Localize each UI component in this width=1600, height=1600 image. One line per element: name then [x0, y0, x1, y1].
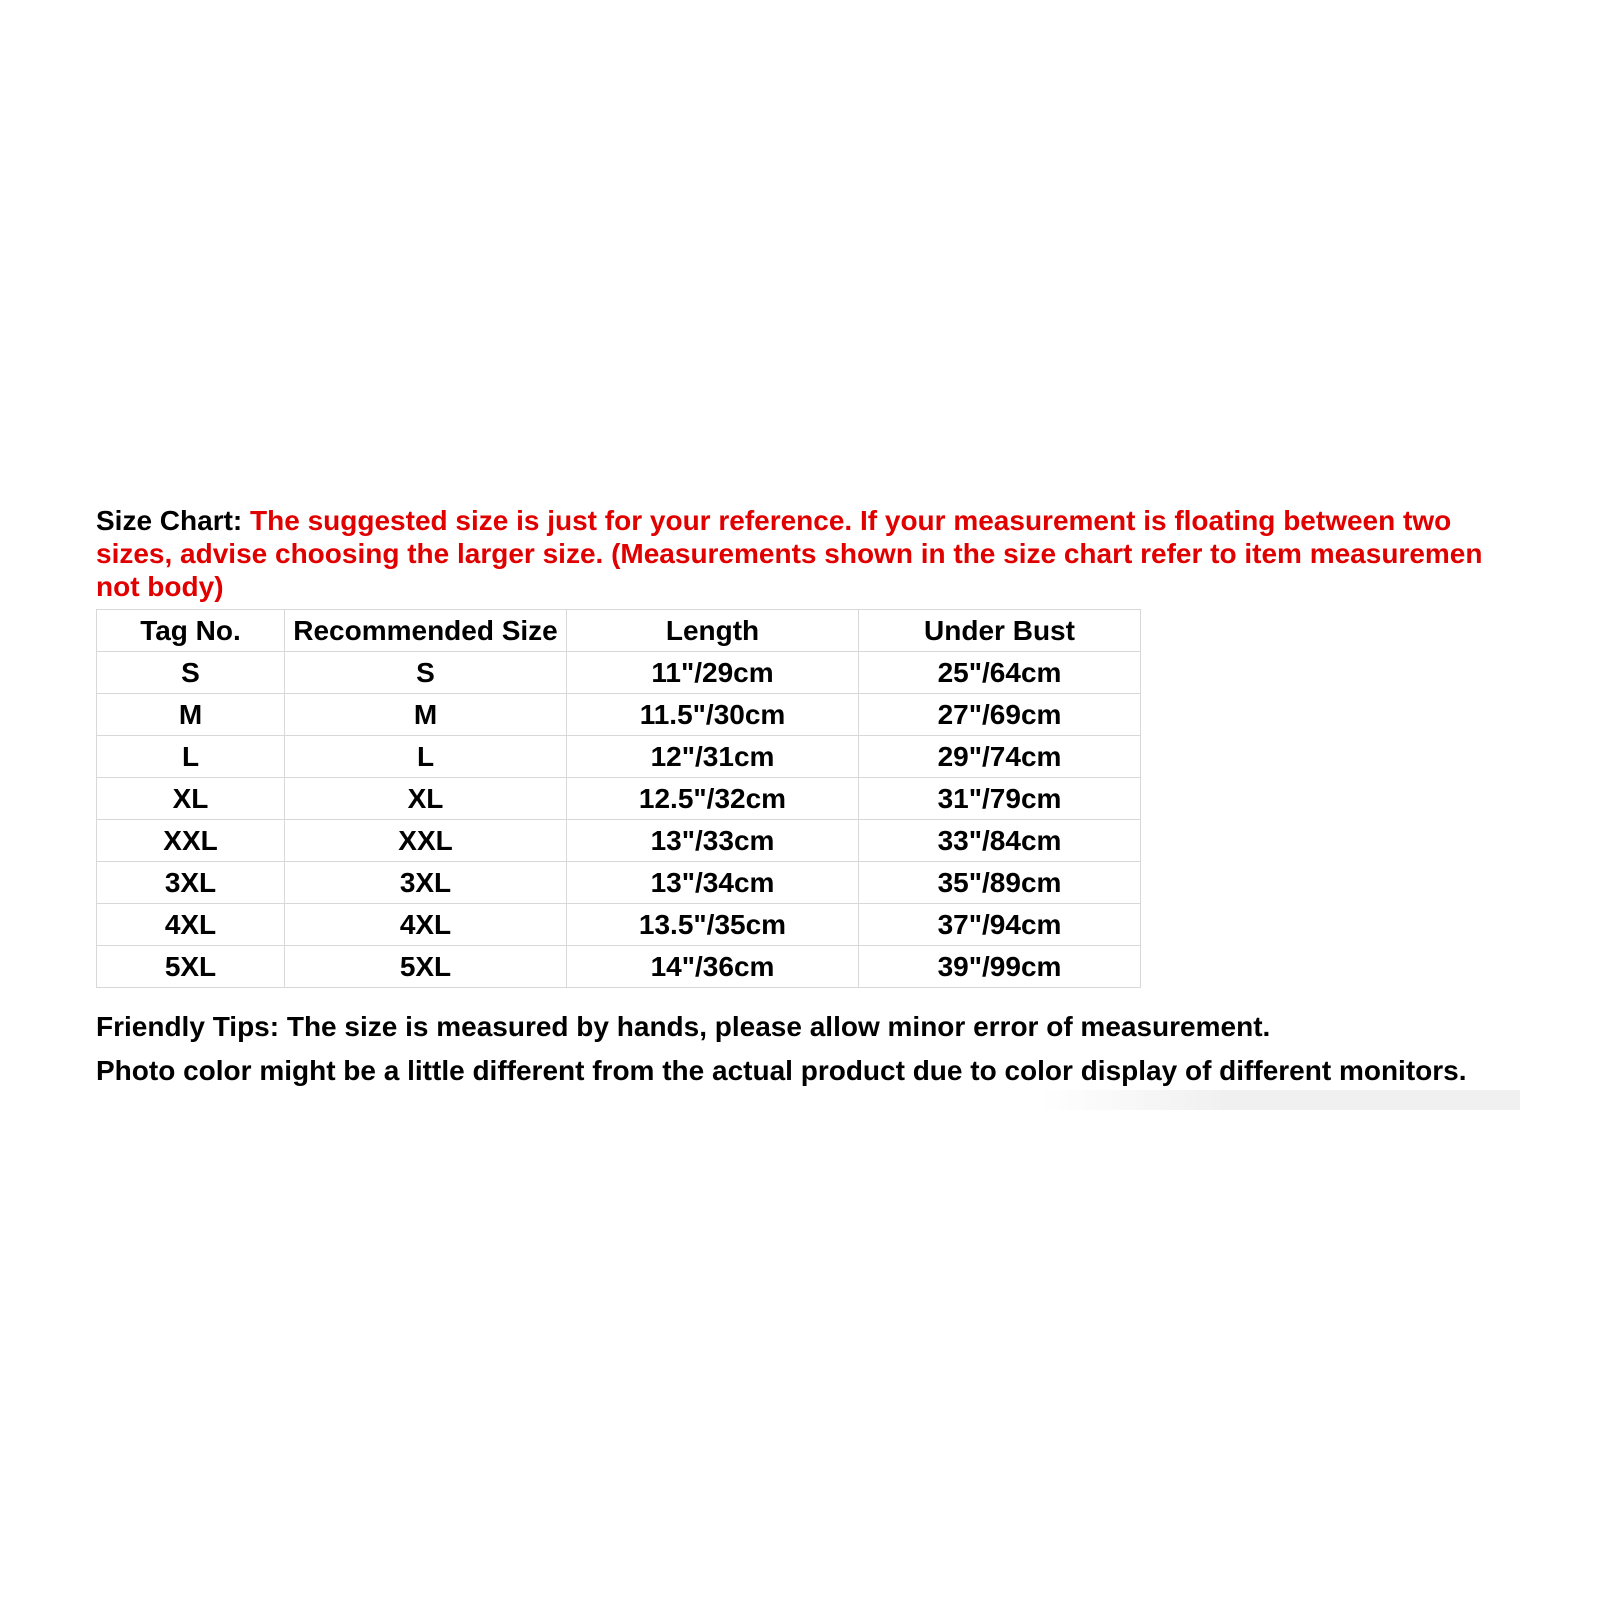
cell-recommended-size: XL [285, 778, 567, 820]
size-table [96, 609, 1141, 988]
notice-line-3: not body) [96, 571, 224, 602]
cell-length: 12.5"/32cm [567, 778, 859, 820]
cell-tag-no: 5XL [97, 946, 285, 988]
cell-length: 13"/34cm [567, 862, 859, 904]
cell-length: 11.5"/30cm [567, 694, 859, 736]
cell-recommended-size: 3XL [285, 862, 567, 904]
cell-length: 13.5"/35cm [567, 904, 859, 946]
cell-under-bust: 39"/99cm [859, 946, 1141, 988]
cell-under-bust: 37"/94cm [859, 904, 1141, 946]
cell-length: 12"/31cm [567, 736, 859, 778]
header-length: Length [567, 610, 859, 652]
cell-under-bust: 33"/84cm [859, 820, 1141, 862]
size-chart-notice [96, 504, 1520, 603]
cell-length: 11"/29cm [567, 652, 859, 694]
notice-line-1 [96, 504, 1520, 537]
cell-under-bust: 31"/79cm [859, 778, 1141, 820]
cell-under-bust: 29"/74cm [859, 736, 1141, 778]
cell-recommended-size: S [285, 652, 567, 694]
header-tag-no: Tag No. [97, 610, 285, 652]
cell-tag-no: 3XL [97, 862, 285, 904]
table-row [97, 694, 1141, 736]
tips-line-1: Friendly Tips: The size is measured by hands, please allow minor error of measurement. [96, 1011, 1271, 1042]
cell-recommended-size: 4XL [285, 904, 567, 946]
cell-tag-no: XXL [97, 820, 285, 862]
table-row [97, 946, 1141, 988]
cell-tag-no: M [97, 694, 285, 736]
cell-tag-no: S [97, 652, 285, 694]
table-row [97, 778, 1141, 820]
table-row [97, 904, 1141, 946]
header-recommended-size: Recommended Size [285, 610, 567, 652]
cell-recommended-size: M [285, 694, 567, 736]
cell-tag-no: 4XL [97, 904, 285, 946]
cell-recommended-size: L [285, 736, 567, 778]
notice-text-1: The suggested size is just for your reference. If your measurement is floating between two [250, 505, 1452, 536]
cell-length: 14"/36cm [567, 946, 859, 988]
table-row [97, 736, 1141, 778]
table-row [97, 820, 1141, 862]
bottom-fade-divider [1040, 1090, 1520, 1110]
cell-length: 13"/33cm [567, 820, 859, 862]
header-under-bust: Under Bust [859, 610, 1141, 652]
table-row [97, 862, 1141, 904]
size-chart-label: Size Chart: [96, 505, 251, 536]
cell-under-bust: 35"/89cm [859, 862, 1141, 904]
notice-line-2: sizes, advise choosing the larger size. (Measurements shown in the size chart refer to item measuremen [96, 538, 1483, 569]
cell-under-bust: 25"/64cm [859, 652, 1141, 694]
table-header-row [97, 610, 1141, 652]
cell-recommended-size: XXL [285, 820, 567, 862]
cell-under-bust: 27"/69cm [859, 694, 1141, 736]
cell-tag-no: XL [97, 778, 285, 820]
friendly-tips [96, 1005, 1536, 1093]
table-row [97, 652, 1141, 694]
tips-line-2: Photo color might be a little different from the actual product due to color display of different monitors. [96, 1055, 1467, 1086]
cell-tag-no: L [97, 736, 285, 778]
cell-recommended-size: 5XL [285, 946, 567, 988]
